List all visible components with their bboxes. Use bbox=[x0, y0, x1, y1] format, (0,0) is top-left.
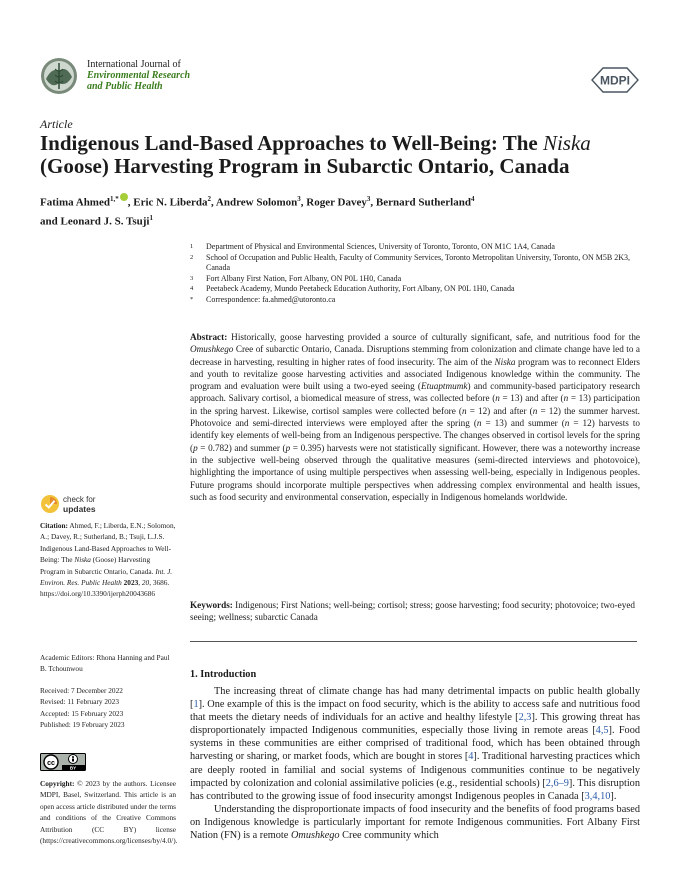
paragraph-segment: Understanding the disproportionate impacts of food insecurity and the benefits of food programs based on Indigenous knowledge is particularly important for remote Indigenous communities. Fort Albany First Nation (FN) is a remote bbox=[190, 803, 640, 842]
journal-name-line2: Environmental Research bbox=[87, 70, 191, 81]
citation-segment: Int. J. Environ. Res. Public Health bbox=[40, 566, 173, 588]
affiliation-item bbox=[190, 253, 650, 274]
author-list: Fatima Ahmed$^{1,*}$ , Eric N. Liberda$^2$, Andrew Solomon$^3$, Roger Davey$^3$, Bernard Sutherland$^4$ and Leonard J. S. Tsuji$^1$ bbox=[40, 195, 475, 228]
by-badge-text: BY bbox=[69, 765, 77, 771]
affiliation-text: Peetabeck Academy, Mundo Peetabeck Education Authority, Fort Albany, ON P0L 1H0, Canada bbox=[206, 284, 515, 294]
date-revised: Revised: 11 February 2023 bbox=[40, 697, 119, 707]
abstract bbox=[190, 331, 640, 503]
reference-link[interactable]: 4,5 bbox=[595, 725, 609, 737]
date-published: Published: 19 February 2023 bbox=[40, 720, 125, 730]
reference-link[interactable]: 4 bbox=[468, 751, 474, 763]
citation-segment: Citation: bbox=[40, 521, 68, 530]
affiliation-text: Fort Albany First Nation, Fort Albany, ON P0L 1H0, Canada bbox=[206, 273, 402, 283]
cc-badge-text: cc bbox=[47, 759, 55, 767]
affiliation-number: 4 bbox=[190, 285, 194, 293]
citation-segment: , bbox=[138, 578, 142, 588]
abstract-label: Abstract: bbox=[190, 332, 228, 342]
journal-logo-icon bbox=[40, 57, 78, 95]
date-accepted: Accepted: 15 February 2023 bbox=[40, 708, 124, 718]
author-affiliation-mark: 4 bbox=[470, 195, 475, 203]
section-divider bbox=[190, 641, 637, 642]
affiliation-item bbox=[190, 295, 650, 306]
mdpi-logo-icon bbox=[591, 67, 639, 93]
check-updates-line1: check for bbox=[63, 495, 96, 504]
publication-dates bbox=[40, 685, 176, 731]
author-name[interactable]: Fatima Ahmed bbox=[40, 196, 110, 209]
author-name[interactable]: and Leonard J. S. Tsuji bbox=[40, 215, 150, 228]
affiliation-text: School of Occupation and Public Health, Faculty of Community Services, Toronto Metropolitan University, Toronto, ON M5B 2K3, Canada bbox=[206, 252, 631, 273]
title-part2: (Goose) Harvesting Program in Subarctic Ontario, Canada bbox=[40, 154, 570, 178]
academic-editors: Academic Editors: Rhona Hanning and Paul B. Tchounwou bbox=[40, 653, 170, 674]
abstract-segment: = 12) and after ( bbox=[466, 405, 533, 416]
abstract-segment: ) and community-based participatory research approach. Salivary cortisol, a biomedical measure of stress, was collected before ( bbox=[190, 381, 640, 404]
abstract-segment: Cree of subarctic Ontario, Canada. Disruptions stemming from colonization and climate change have led to a decrease in harvesting, resulting in higher rates of food insecurity. The aim of the bbox=[190, 344, 640, 367]
affiliation-number: * bbox=[190, 295, 194, 303]
author-name[interactable]: Eric N. Liberda bbox=[133, 196, 208, 209]
check-updates-line2: updates bbox=[63, 503, 96, 514]
affiliation-number: 2 bbox=[190, 253, 194, 261]
paragraph-segment: ]. bbox=[610, 790, 617, 802]
date-received: Received: 7 December 2022 bbox=[40, 686, 123, 695]
abstract-segment: = 13) and after ( bbox=[499, 393, 564, 404]
abstract-segment: = 13) and summer ( bbox=[481, 418, 565, 429]
citation-segment: Niska bbox=[74, 555, 91, 565]
author-affiliation-mark: 3 bbox=[366, 195, 371, 203]
abstract-segment: n bbox=[532, 405, 538, 416]
paragraph-segment: ]. Food systems in these communities are either comprised of traditional food, which has been obtained through harvesting or sharing, or market foods, which are bought in stores [ bbox=[190, 725, 641, 763]
journal-name bbox=[87, 59, 190, 92]
abstract-segment: p bbox=[285, 442, 291, 453]
affiliation-item bbox=[190, 242, 650, 253]
affiliation-text: Department of Physical and Environmental Sciences, University of Toronto, Toronto, ON M1C 1A4, Canada bbox=[206, 242, 555, 251]
orcid-icon[interactable] bbox=[120, 193, 128, 201]
abstract-segment: n bbox=[564, 418, 570, 429]
paragraph-segment: Cree community which bbox=[339, 830, 439, 842]
abstract-segment: n bbox=[461, 405, 467, 416]
cc-by-license-icon[interactable] bbox=[40, 753, 86, 771]
affiliation-item bbox=[190, 284, 650, 295]
author-affiliation-mark: 1,* bbox=[109, 195, 119, 203]
journal-name-line3: and Public Health bbox=[87, 81, 163, 92]
reference-link[interactable]: 2,6–9 bbox=[545, 777, 569, 789]
paragraph bbox=[190, 803, 640, 842]
paragraph-segment: ]. This growing threat has disproportionately impacted Indigenous communities, especially those living in remote areas [ bbox=[190, 712, 641, 737]
copyright-notice bbox=[40, 778, 176, 846]
abstract-segment: = 0.782) and summer ( bbox=[197, 442, 286, 453]
paragraph-segment: ]. This disruption has contributed to the growing issue of food insecurity amongst Indigenous peoples in Canada [ bbox=[190, 777, 640, 802]
reference-link[interactable]: 1 bbox=[193, 699, 199, 711]
affiliation-number: 1 bbox=[190, 243, 194, 250]
reference-link[interactable]: 2,3 bbox=[518, 712, 532, 724]
abstract-segment: Historically, goose harvesting provided a source of culturally significant, safe, and nutritious food for the bbox=[227, 332, 640, 342]
author-name[interactable]: Andrew Solomon bbox=[215, 196, 298, 209]
abstract-segment: n bbox=[476, 418, 482, 429]
copyright-label: Copyright: bbox=[40, 779, 75, 788]
paragraph-segment: ]. One example of this is the impact on food security, which is the ability to access safe and nutritious food that meets the dietary needs of individuals for an active and healthy lifestyle [ bbox=[190, 699, 640, 724]
author-affiliation-mark: 2 bbox=[207, 195, 211, 203]
citation-segment: , 3686. https://doi.org/10.3390/ijerph20043686 bbox=[40, 578, 170, 599]
section-heading-introduction: 1. Introduction bbox=[190, 669, 257, 680]
citation-segment: 2023 bbox=[123, 578, 139, 588]
paragraph bbox=[190, 685, 640, 803]
title-part1: Indigenous Land-Based Approaches to Well-Being: The bbox=[40, 131, 543, 155]
introduction-body bbox=[190, 685, 640, 842]
author-name[interactable]: Bernard Sutherland bbox=[375, 196, 471, 209]
abstract-body bbox=[190, 332, 640, 502]
abstract-segment: p bbox=[193, 442, 198, 453]
abstract-segment: n bbox=[495, 393, 500, 404]
affiliation-number: 3 bbox=[190, 274, 194, 282]
citation bbox=[40, 520, 176, 600]
affiliation-text: Correspondence: fa.ahmed@utoronto.ca bbox=[206, 294, 336, 304]
abstract-segment: = 12) harvests to identify key elements of well-being from an Indigenous perspective. The changes observed in cortisol levels for the spring ( bbox=[190, 418, 640, 453]
author-affiliation-mark: 3 bbox=[297, 195, 301, 203]
abstract-segment: n bbox=[563, 393, 569, 404]
abstract-segment: = 13) participation in the spring harvest. Likewise, cortisol samples were collected before ( bbox=[190, 393, 640, 416]
citation-segment: Ahmed, F.; Liberda, E.N.; Solomon, A.; Davey, R.; Sutherland, B.; Tsuji, L.J.S. Indigenous Land-Based Approaches to Well-Being: The bbox=[40, 521, 176, 565]
abstract-segment: Etuaptmumk bbox=[420, 381, 468, 392]
mdpi-logo-text: MDPI bbox=[600, 73, 630, 88]
paragraph-segment: The increasing threat of climate change has had many detrimental impacts on public health globally [ bbox=[190, 686, 640, 711]
abstract-segment: Niska bbox=[494, 356, 516, 367]
paragraph-segment: ]. Traditional harvesting practices which are deeply rooted in familial and social systems of Indigenous communities continue to be negatively impacted by colonization and colonial assimilative policies (e.g., residential schools) [ bbox=[190, 751, 640, 789]
check-for-updates-link[interactable] bbox=[63, 496, 96, 513]
check-for-updates-icon[interactable] bbox=[40, 494, 60, 514]
abstract-segment: Omushkego bbox=[190, 344, 234, 355]
reference-link[interactable]: 3,4,10 bbox=[584, 790, 611, 802]
article-type: Article bbox=[40, 117, 73, 131]
abstract-segment: = 12) the summer harvest. Photovoice and semi-directed interviews were employed after the spring ( bbox=[190, 405, 640, 429]
keywords bbox=[190, 599, 640, 624]
affiliations bbox=[190, 242, 650, 306]
article-title bbox=[40, 132, 650, 178]
paragraph-segment: Omushkego bbox=[290, 830, 340, 842]
author-name[interactable]: Roger Davey bbox=[306, 196, 367, 209]
keywords-label: Keywords: bbox=[190, 600, 233, 610]
journal-name-line1: International Journal of bbox=[87, 59, 181, 70]
copyright-text: © 2023 by the authors. Licensee MDPI, Basel, Switzerland. This article is an open access article distributed under the terms and conditions of the Creative Commons Attribution (CC BY) license (https://creativecommons.org/licenses/by/4.0/). bbox=[40, 779, 178, 846]
citation-segment: 20 bbox=[141, 578, 150, 588]
keywords-text: Indigenous; First Nations; well-being; cortisol; stress; goose harvesting; food security; photovoice; two-eyed seeing; wellness; subarctic Canada bbox=[190, 600, 636, 623]
affiliation-item bbox=[190, 274, 650, 285]
title-italic: Niska bbox=[542, 131, 591, 155]
author-affiliation-mark: 1 bbox=[149, 213, 153, 222]
abstract-segment: program was to reconnect Elders and youth to revitalize goose harvesting activities and associated Indigenous knowledge within the community. The program and evaluation were built using a two-eyed seeing ( bbox=[190, 356, 640, 392]
citation-segment: (Goose) Harvesting Program in Subarctic Ontario, Canada. bbox=[40, 555, 156, 576]
abstract-segment: = 0.395) harvests were not statistically significant. However, there was a noteworthy increase in the subjective well-being observed through the qualitative measures (semi-directed interviews and photovoice), highlighting the importance of using multiple perspectives when assessing well-being, especially in Indigenous peoples. Future programs should incorporate multiple perspectives when addressing complex environmental and health issues, such as food security and environmental conservation, especially in Indigenous homelands worldwide. bbox=[190, 442, 640, 502]
